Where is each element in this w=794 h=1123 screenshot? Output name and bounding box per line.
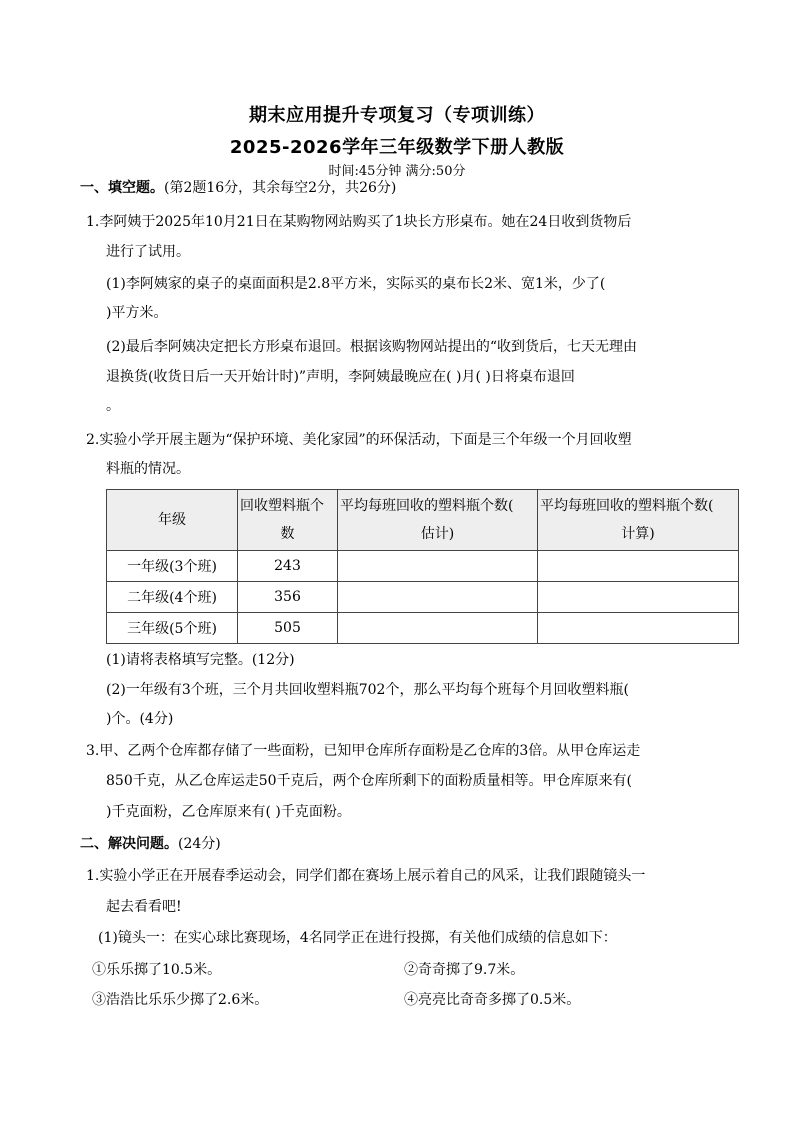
q1-sub2-line2: 退换货(收货日后一天开始计时)”声明，李阿姨最晚应在( )月( )日将桌布退回 — [106, 369, 575, 385]
q3-line2: 850千克，从乙仓库运走50千克后，两个仓库所剩下的面粉质量相等。甲仓库原来有( — [106, 773, 632, 789]
section2-note: (24分) — [178, 836, 221, 852]
header-bottles: 回收塑料瓶个 数 — [238, 490, 338, 551]
q1-line1: 1.李阿姨于2025年10月21日在某购物网站购买了1块长方形桌布。她在24日收到货物后 — [86, 214, 632, 230]
section1-header — [80, 178, 396, 198]
cell-calculation[interactable] — [538, 551, 739, 582]
cell-bottles: 356 — [238, 582, 338, 613]
cell-calculation[interactable] — [538, 582, 739, 613]
q2-sub1: (1)请将表格填写完整。(12分) — [106, 652, 295, 668]
q1-sub2-line3: 。 — [106, 398, 120, 414]
time-score-info: 时间:45分钟 满分:50分 — [328, 164, 466, 179]
cell-grade: 一年级(3个班) — [107, 551, 238, 582]
s2-q1-info2: ②奇奇掷了9.7米。 — [404, 962, 525, 978]
q2-sub2-line2: )个。(4分) — [106, 711, 174, 727]
table-row — [107, 613, 739, 644]
cell-estimate[interactable] — [338, 613, 538, 644]
q2-line2: 料瓶的情况。 — [106, 461, 190, 477]
worksheet-subtitle: 2025-2026学年三年级数学下册人教版 — [229, 137, 565, 158]
section2-header — [80, 834, 221, 854]
q3-line3: )千克面粉，乙仓库原来有( )千克面粉。 — [106, 804, 351, 820]
cell-bottles: 243 — [238, 551, 338, 582]
worksheet-title: 期末应用提升专项复习（专项训练） — [249, 105, 545, 126]
recycling-table — [106, 489, 739, 644]
cell-grade: 二年级(4个班) — [107, 582, 238, 613]
q1-line2: 进行了试用。 — [106, 244, 190, 260]
header-grade: 年级 — [107, 490, 238, 551]
q2-line1: 2.实验小学开展主题为“保护环境、美化家园”的环保活动，下面是三个年级一个月回收塑 — [86, 432, 632, 448]
header-estimate: 平均每班回收的塑料瓶个数( 估计) — [338, 490, 538, 551]
section1-note: (第2题16分，其余每空2分，共26分) — [164, 180, 397, 196]
s2-q1-line1: 1.实验小学正在开展春季运动会，同学们都在赛场上展示着自己的风采，让我们跟随镜头一 — [86, 868, 646, 884]
cell-estimate[interactable] — [338, 551, 538, 582]
q1-sub1-line2: )平方米。 — [106, 305, 168, 321]
cell-grade: 三年级(5个班) — [107, 613, 238, 644]
cell-calculation[interactable] — [538, 613, 739, 644]
q1-sub2-line1: (2)最后李阿姨决定把长方形桌布退回。根据该购物网站提出的“收到货后，七天无理由 — [106, 339, 637, 355]
table-header-row — [107, 490, 739, 551]
s2-q1-shot1: (1)镜头一：在实心球比赛现场，4名同学正在进行投掷，有关他们成绩的信息如下： — [98, 930, 617, 946]
q3-line1: 3.甲、乙两个仓库都存储了一些面粉，已知甲仓库所存面粉是乙仓库的3倍。从甲仓库运走 — [86, 743, 641, 759]
section2-heading: 二、解决问题。 — [80, 836, 178, 852]
q1-sub1-line1: (1)李阿姨家的桌子的桌面面积是2.8平方米，实际买的桌布长2米、宽1米，少了( — [106, 276, 606, 292]
q2-sub2-line1: (2)一年级有3个班，三个月共回收塑料瓶702个，那么平均每个班每个月回收塑料瓶( — [106, 682, 629, 698]
s2-q1-info1: ①乐乐掷了10.5米。 — [92, 962, 222, 978]
s2-q1-line2: 起去看看吧! — [106, 899, 182, 915]
table-row — [107, 582, 739, 613]
cell-estimate[interactable] — [338, 582, 538, 613]
table-row — [107, 551, 739, 582]
section1-heading: 一、填空题。 — [80, 180, 164, 196]
s2-q1-info4: ④亮亮比奇奇多掷了0.5米。 — [404, 992, 581, 1008]
header-calculation: 平均每班回收的塑料瓶个数( 计算) — [538, 490, 739, 551]
s2-q1-info3: ③浩浩比乐乐少掷了2.6米。 — [92, 992, 269, 1008]
cell-bottles: 505 — [238, 613, 338, 644]
